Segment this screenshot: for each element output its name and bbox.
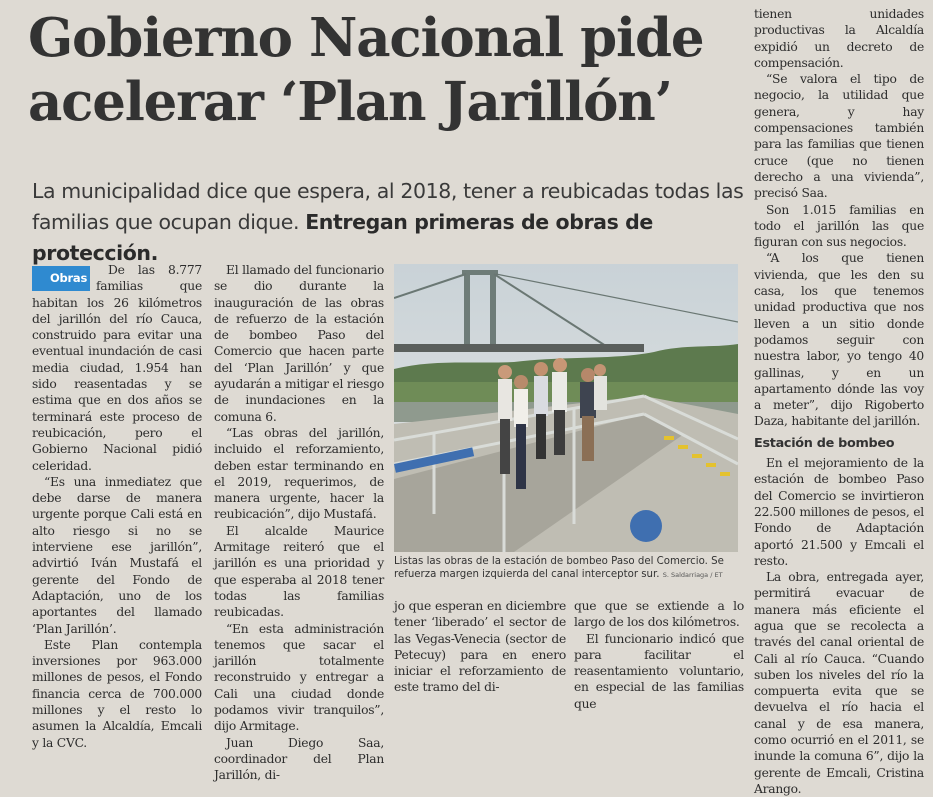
col2-paragraph-5: Juan Diego Saa, coordinador del Plan Jarillón, di- [214, 735, 384, 783]
col5-paragraph-3: Son 1.015 familias en todo el jarillón las que figuran con sus negocios. [754, 202, 924, 250]
col1-paragraph-1: Obras De las 8.777 familias que habitan los 26 kilómetros del jarillón del río Cauca, construido para evitar una eventual inundación de casi media ciudad, 1.954 han sido reasentadas y se estima que en dos años se terminará este proceso de reubicación, pero el Gobierno Nacional pidió celeridad. [32, 263, 202, 473]
col2-paragraph-1: El llamado del funcionario se dio durante la inauguración de las obras de refuerzo de la estación de bombeo Paso del Comercio que hacen parte del ‘Plan Jarillón’ y que ayudarán a mitigar el riesgo de inundaciones en la comuna 6. [214, 263, 384, 424]
col5-paragraph-5: En el mejoramiento de la estación de bombeo Paso del Comercio se invirtieron 22.500 millones de pesos, el Fondo de Adaptación aportó 21.500 y Emcali el resto. [754, 456, 924, 568]
col2-paragraph-4: “En esta administración tenemos que sacar el jarillón totalmente reconstruido y entregar a Cali una ciudad donde podamos vivir tranquilos”, dijo Armitage. [214, 621, 384, 734]
col2-paragraph-2: “Las obras del jarillón, incluido el reforzamiento, deben estar terminando en el 2019, requerimos, de manera urgente, hacer la reubicación”, dijo Mustafá. [214, 425, 384, 522]
column-1 [32, 262, 202, 751]
col1-paragraph-2: “Es una inmediatez que debe darse de manera urgente porque Cali está en alto riesgo si no se interviene ese jarillón”, advirtió Iván Mustafá el gerente del Fondo de Adaptación, uno de los aportantes del llamado ‘Plan Jarillón’. [32, 474, 202, 636]
col5-paragraph-4: “A los que tienen vivienda, que les den su casa, los que tenemos unidad productiva que nos lleven a un sitio donde podamos seguir con nuestra labor, yo tengo 40 gallinas, y en un apartamento dónde las voy a meter”, dijo Rigoberto Daza, habitante del jarillón. [754, 251, 924, 429]
col2-paragraph-3: El alcalde Maurice Armitage reiteró que el jarillón es una prioridad y que esperaba al 2018 tener todas las familias reubicadas. [214, 523, 384, 620]
col4-paragraph-1: que que se extiende a lo largo de los dos kilómetros. [574, 599, 744, 630]
col4-paragraph-2: El funcionario indicó que para facilitar el reasentamiento voluntario, en especial de las familias que [574, 631, 744, 711]
col5-paragraph-6: La obra, entregada ayer, permitirá evacuar de manera más eficiente el agua que se recolecta a través del canal oriental de Cali al río Cauca. “Cuando suben los niveles del río la compuerta evita que se devuelva el río hacia el canal y de esa manera, como ocurrió en el 2011, se inunde la comuna 6”, dijo la gerente de Emcali, Cristina Arango. [754, 570, 924, 796]
column-4 [574, 598, 744, 712]
column-5 [754, 6, 924, 797]
section-tag: Obras [32, 266, 90, 291]
subhead-regular: La municipalidad dice que espera, al 2018, tener a reubicadas todas las familias que ocupan dique. [32, 179, 744, 234]
headline: Gobierno Nacional pide acelerar ‘Plan Jarillón’ [28, 7, 704, 133]
news-photo [394, 264, 738, 552]
caption-text: Listas las obras de la estación de bombeo Paso del Comercio. Se refuerza margen izquierda del canal interceptor sur. [394, 556, 724, 580]
subhead-bold: Entregan primeras de obras de protección. [32, 210, 653, 265]
subheadline [32, 176, 752, 269]
col1-paragraph-3: Este Plan contempla inversiones por 963.000 millones de pesos, el Fondo financia cerca de 700.000 millones y el resto lo asumen la Alcaldía, Emcali y la CVC. [32, 637, 202, 750]
pumping-station-photo [394, 264, 738, 552]
section-heading-estacion: Estación de bombeo [754, 435, 895, 451]
photo-credit: S. Saldarriaga / ET [662, 571, 723, 579]
col5-paragraph-2: “Se valora el tipo de negocio, la utilidad que genera, y hay compensaciones también para las familias que tienen cruce (que no tienen derecho a una vivienda”, precisó Saa. [754, 72, 924, 201]
column-3 [394, 598, 566, 696]
photo-caption [394, 555, 740, 582]
col5-paragraph-1: tienen unidades productivas la Alcaldía expidió un decreto de compensación. [754, 7, 924, 70]
col3-paragraph-1: jo que esperan en diciembre tener ‘liberado’ el sector de las Vegas-Venecia (sector de Petecuy) para en enero iniciar el reforzamiento de este tramo del di- [394, 599, 566, 695]
column-2 [214, 262, 384, 784]
